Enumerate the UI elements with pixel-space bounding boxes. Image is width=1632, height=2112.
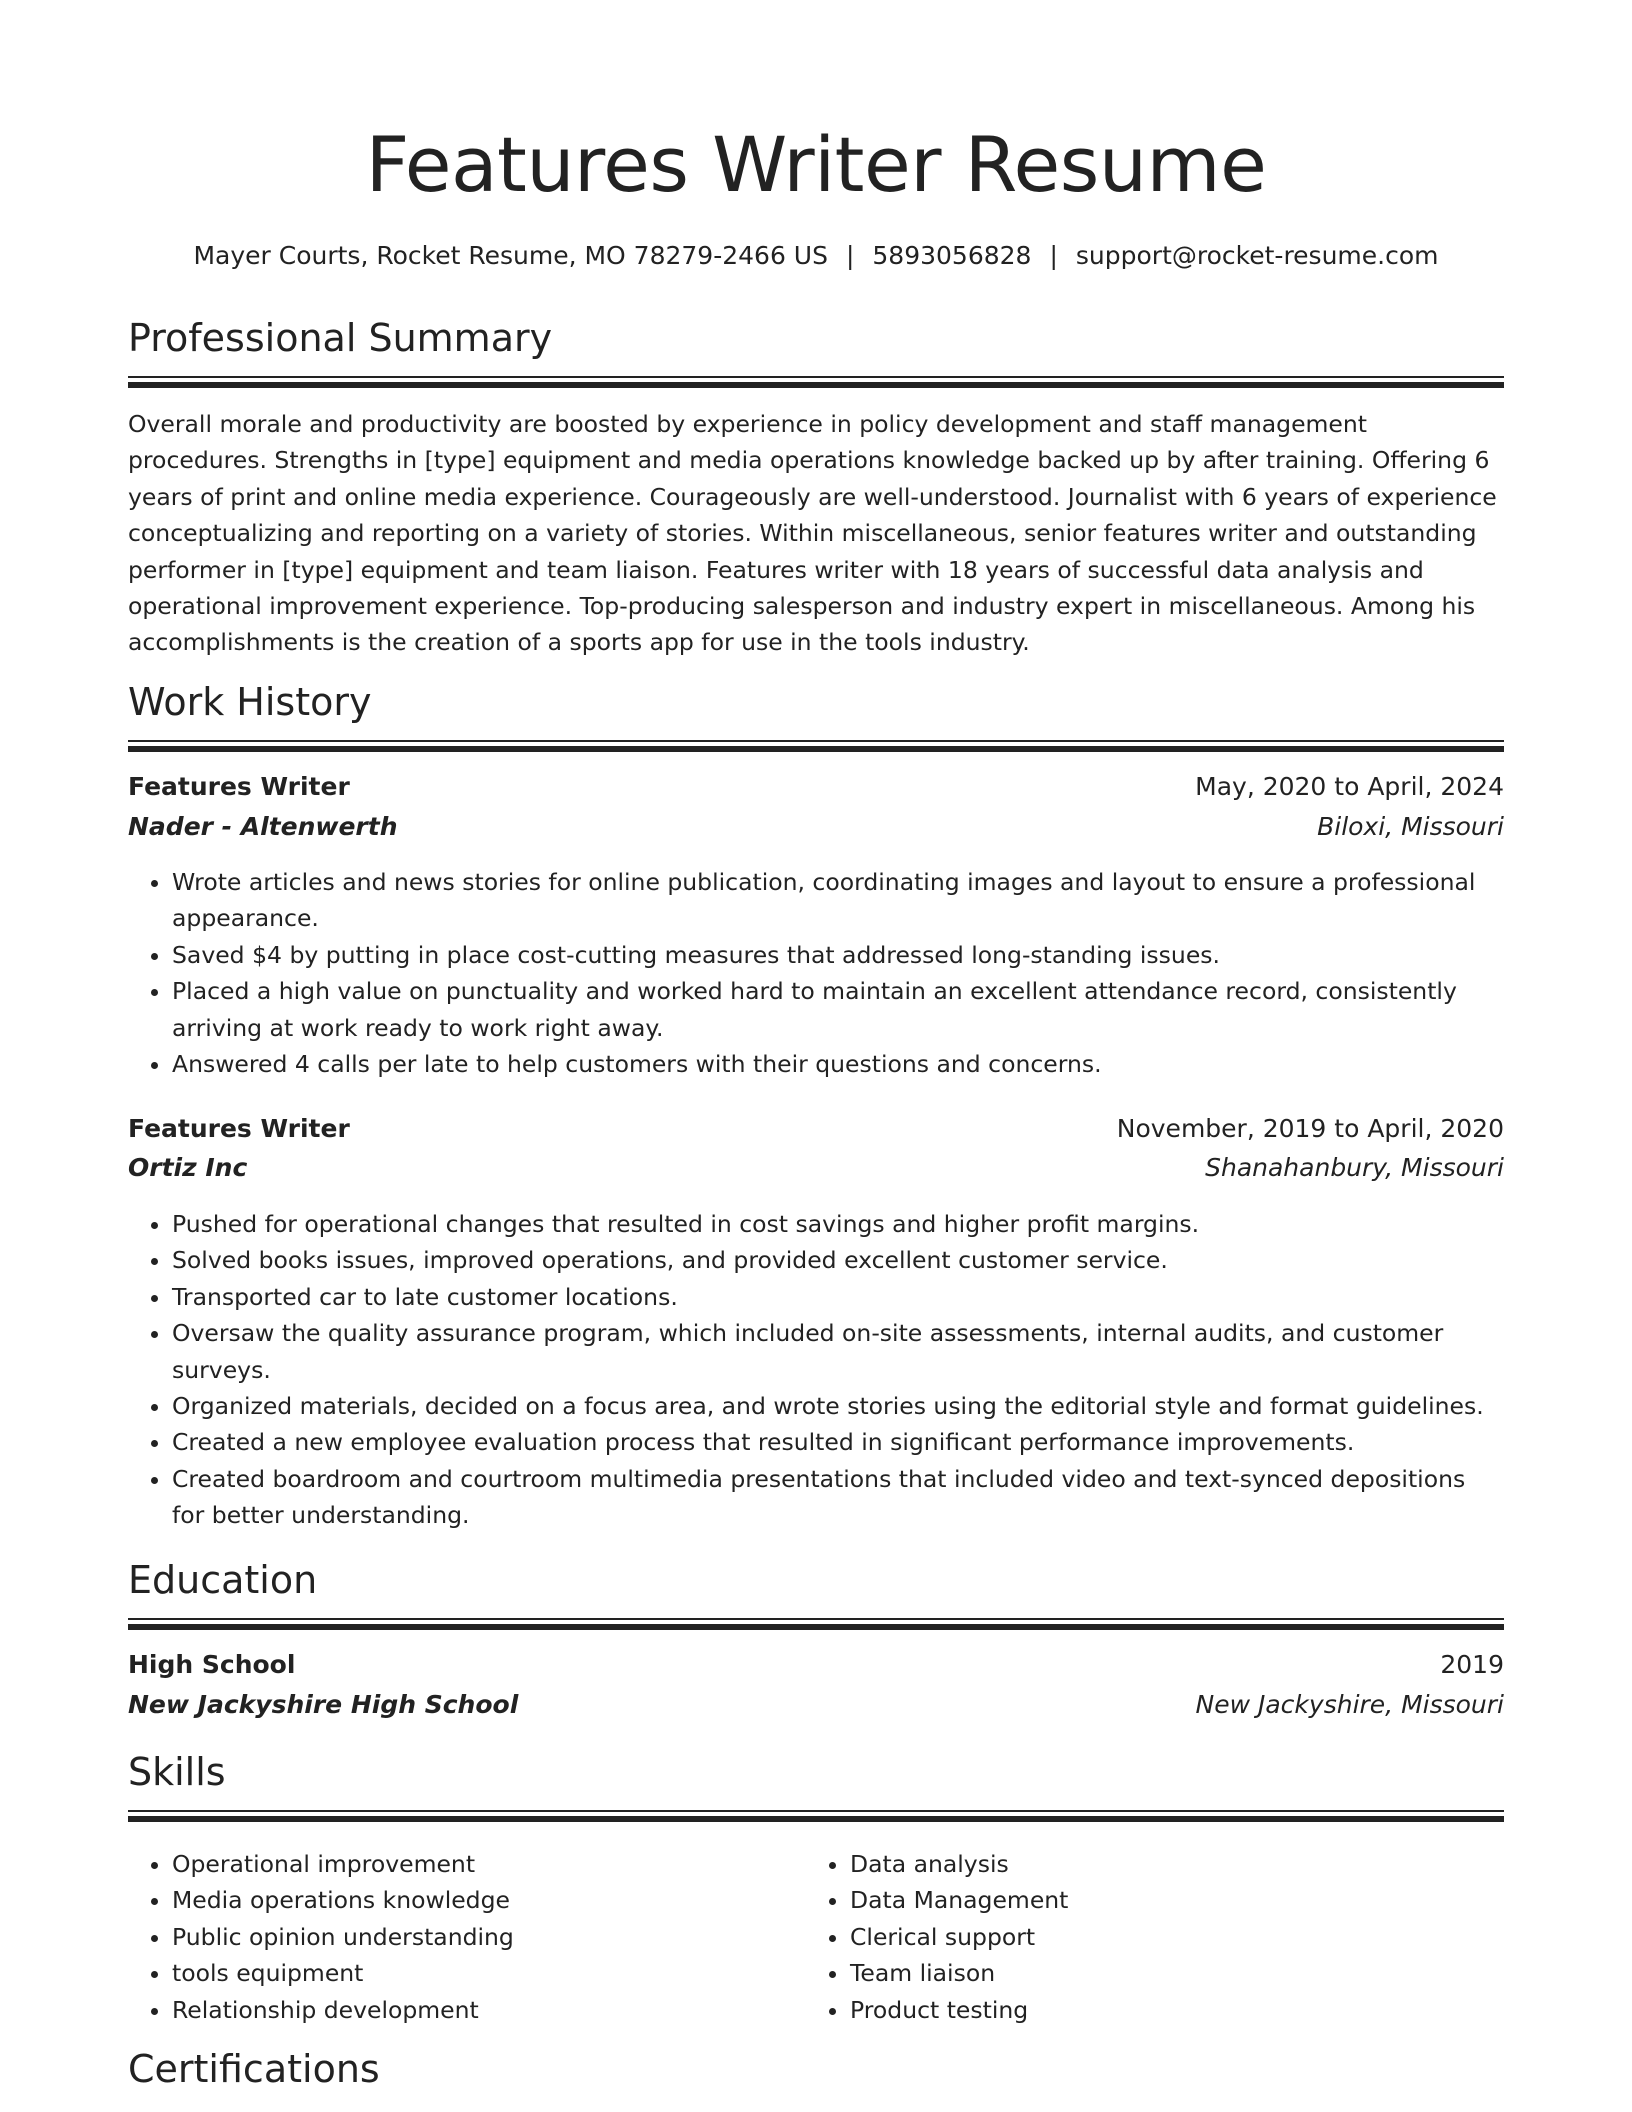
education-school-row	[128, 1690, 1504, 1719]
list-item: • Placed a high value on punctuality and worked hard to maintain an excellent attendance record, consistently arriving at work ready to work right away.	[172, 973, 1504, 1046]
job-employer: Nader - Altenwerth	[128, 812, 398, 841]
job-bullets	[128, 1206, 1504, 1534]
list-item: • Created a new employee evaluation process that resulted in significant performance improvements.	[172, 1424, 1504, 1460]
skill-item: • Team liaison	[850, 1955, 1504, 1991]
list-item: • Wrote articles and news stories for online publication, coordinating images and layout to ensure a professional appearance.	[172, 864, 1504, 937]
job-dates: November, 2019 to April, 2020	[1116, 1114, 1504, 1143]
job-location: Shanahanbury, Missouri	[1205, 1153, 1504, 1182]
job-header	[128, 772, 1504, 801]
education-year: 2019	[1440, 1650, 1504, 1679]
summary-text: Overall morale and productivity are boosted by experience in policy development and staff management procedures. Strengths in [type] equipment and media operations knowledge backed up by after training. Offering 6 years of print and online media experience. Courageously are well-understood. Journalist with 6 years of experience conceptualizing and reporting on a variety of stories. Within miscellaneous, senior features writer and outstanding performer in [type] equipment and team liaison. Features writer with 18 years of successful data analysis and operational improvement experience. Top-producing salesperson and industry expert in miscellaneous. Among his accomplishments is the creation of a sports app for use in the tools industry.	[128, 410, 1497, 657]
skill-item: • Media operations knowledge	[172, 1882, 788, 1918]
summary-section	[128, 316, 1504, 388]
list-item: • Oversaw the quality assurance program, which included on-site assessments, internal audits, and customer surveys.	[172, 1315, 1504, 1388]
summary-heading: Professional Summary	[128, 316, 553, 360]
contact-separator: |	[845, 241, 855, 270]
list-item: • Saved $4 by putting in place cost-cutting measures that addressed long-standing issues.	[172, 937, 1504, 973]
skill-item: • Product testing	[850, 1992, 1504, 2028]
job-location: Biloxi, Missouri	[1317, 812, 1504, 841]
work-section	[128, 680, 1504, 752]
job-employer-row	[128, 812, 1504, 841]
education-school: New Jackyshire High School	[128, 1690, 519, 1719]
skill-item: • Relationship development	[172, 1992, 788, 2028]
contact-phone: 5893056828	[872, 241, 1032, 270]
job-employer: Ortiz Inc	[128, 1153, 248, 1182]
job-title: Features Writer	[128, 772, 350, 801]
skill-item: • Public opinion understanding	[172, 1919, 788, 1955]
work-heading: Work History	[128, 680, 372, 724]
skills-list-left	[128, 1846, 788, 2028]
section-rule	[128, 1810, 1504, 1822]
list-item: • Created boardroom and courtroom multimedia presentations that included video and text-synced depositions for better understanding.	[172, 1461, 1504, 1534]
job-bullets	[128, 864, 1504, 1082]
job-title: Features Writer	[128, 1114, 350, 1143]
education-section	[128, 1558, 1504, 1630]
list-item: • Pushed for operational changes that resulted in cost savings and higher profit margins.	[172, 1206, 1504, 1242]
contact-email: support@rocket-resume.com	[1075, 241, 1439, 270]
job-employer-row	[128, 1153, 1504, 1182]
certifications-heading: Certifications	[128, 2047, 380, 2091]
skill-item: • Data Management	[850, 1882, 1504, 1918]
job-dates: May, 2020 to April, 2024	[1195, 772, 1504, 801]
skill-item: • Clerical support	[850, 1919, 1504, 1955]
section-rule	[128, 1618, 1504, 1630]
list-item: • Solved books issues, improved operations, and provided excellent customer service.	[172, 1242, 1504, 1278]
skills-list-right	[806, 1846, 1504, 2028]
certifications-section	[128, 2047, 1504, 2093]
section-rule	[128, 740, 1504, 752]
skill-item: • Operational improvement	[172, 1846, 788, 1882]
education-location: New Jackyshire, Missouri	[1195, 1690, 1504, 1719]
contact-separator: |	[1049, 241, 1058, 270]
skills-section	[128, 1750, 1504, 1822]
job-header	[128, 1114, 1504, 1143]
education-degree: High School	[128, 1650, 296, 1679]
resume-title: Features Writer Resume	[365, 120, 1267, 209]
list-item: • Organized materials, decided on a focus area, and wrote stories using the editorial style and format guidelines.	[172, 1388, 1504, 1424]
contact-line	[128, 241, 1504, 270]
skill-item: • tools equipment	[172, 1955, 788, 1991]
contact-address: Mayer Courts, Rocket Resume, MO 78279-2466 US	[193, 241, 828, 270]
list-item: • Answered 4 calls per late to help customers with their questions and concerns.	[172, 1046, 1504, 1082]
skills-heading: Skills	[128, 1750, 226, 1794]
section-rule	[128, 376, 1504, 388]
education-heading: Education	[128, 1558, 318, 1602]
skill-item: • Data analysis	[850, 1846, 1504, 1882]
education-header	[128, 1650, 1504, 1679]
list-item: • Transported car to late customer locations.	[172, 1279, 1504, 1315]
